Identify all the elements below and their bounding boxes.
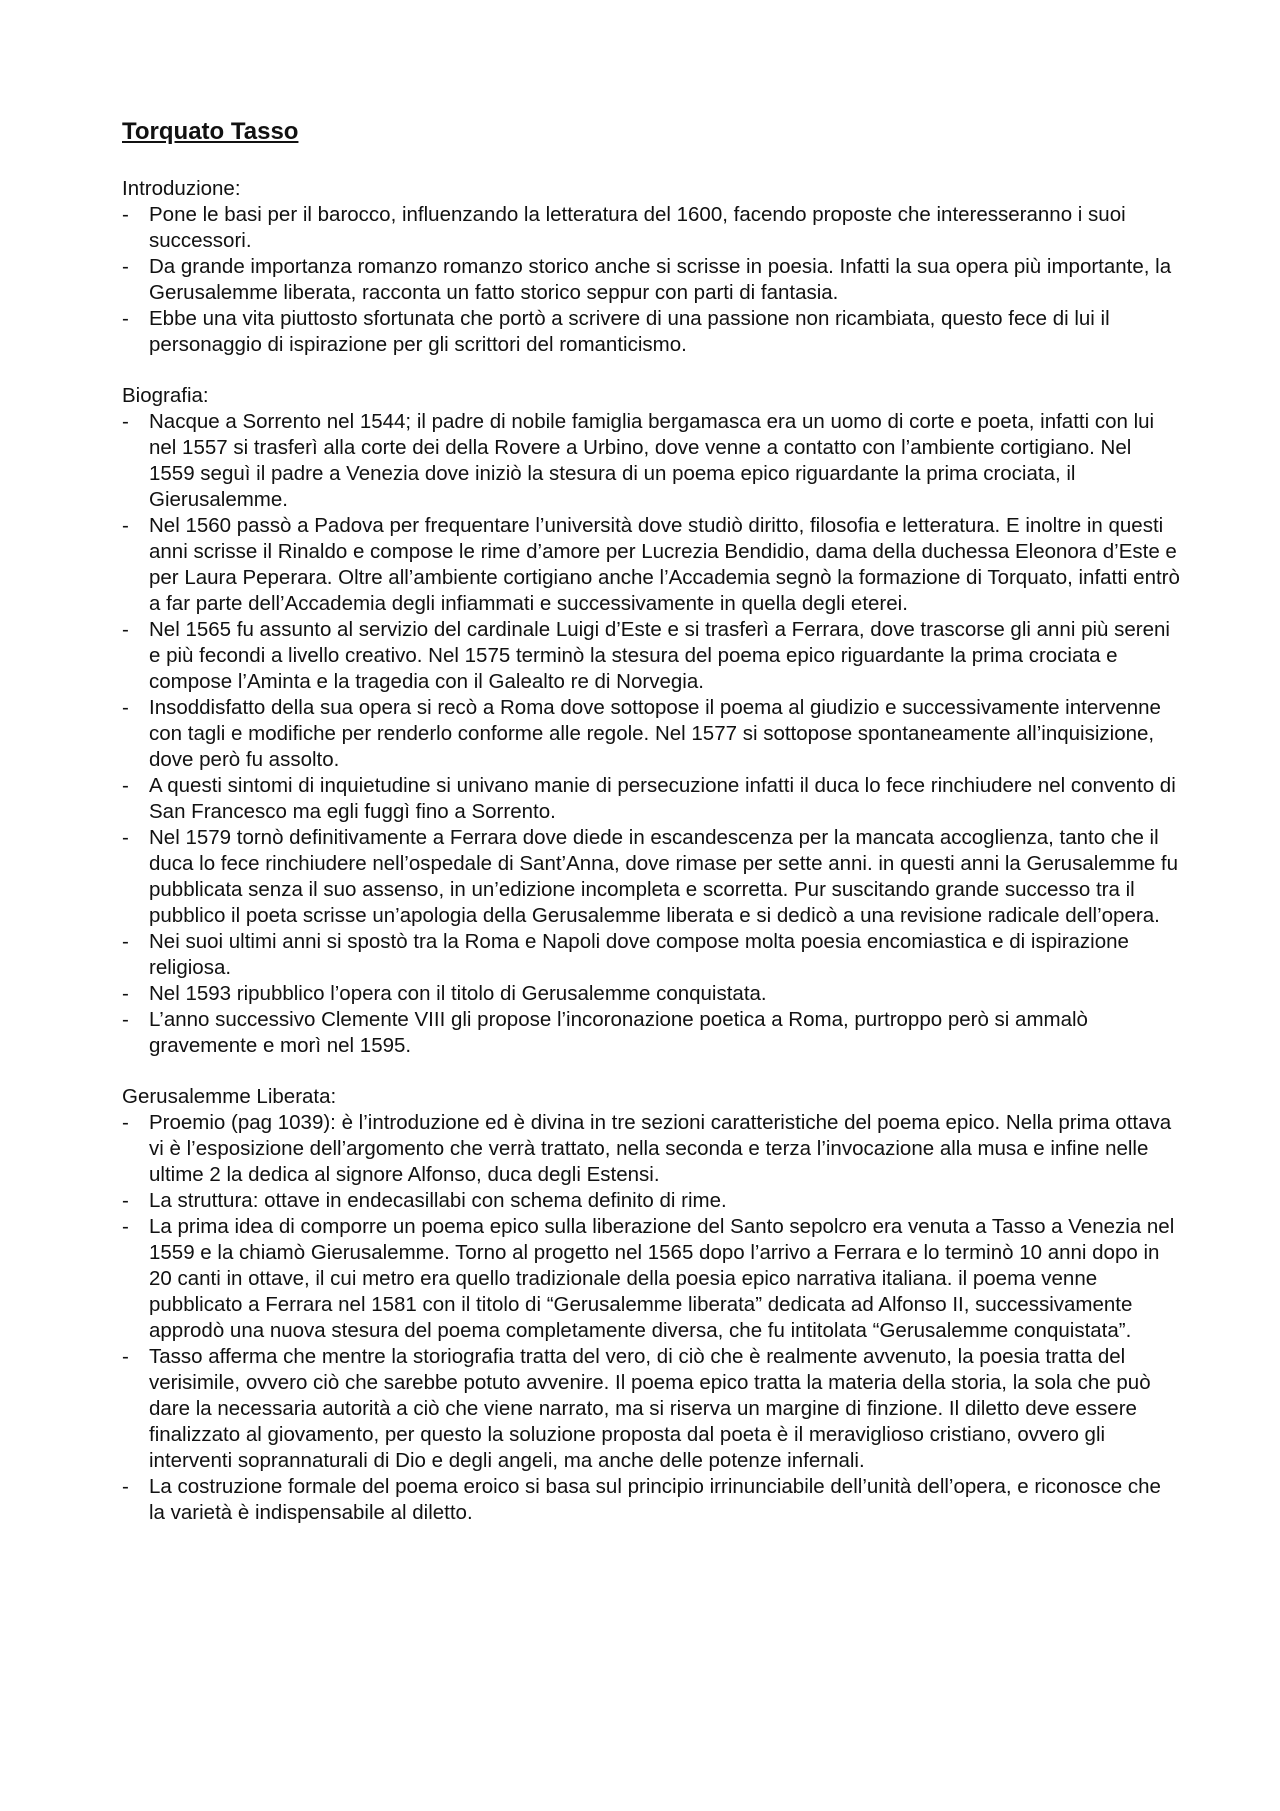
bullet-list: [122, 202, 1182, 358]
list-item: [122, 1474, 1182, 1526]
list-item-text: Nel 1579 tornò definitivamente a Ferrara dove diede in escandescenza per la mancata accoglienza, tanto che il duca lo fece rinchiudere nell’ospedale di Sant’Anna, dove rimase per sette anni. in questi anni la Gerusalemme fu pubblicata senza il suo assenso, in un’edizione incompleta e scorretta. Pur suscitando grande successo tra il pubblico il poeta scrisse un’apologia della Gerusalemme liberata e si dedicò a una revisione radicale dell’opera.: [149, 826, 1179, 927]
list-item: [122, 825, 1182, 929]
list-item-text: Nel 1560 passò a Padova per frequentare l’università dove studiò diritto, filosofia e letteratura. E inoltre in questi anni scrisse il Rinaldo e compose le rime d’amore per Lucrezia Bendidio, dama della duchessa Eleonora d’Este e per Laura Peperara. Oltre all’ambiente cortigiano anche l’Accademia segnò la formazione di Torquato, infatti entrò a far parte dell’Accademia degli infiammati e successivamente in quella degli eterei.: [149, 514, 1180, 615]
list-item-text: Nacque a Sorrento nel 1544; il padre di nobile famiglia bergamasca era un uomo di corte e poeta, infatti con lui nel 1557 si trasferì alla corte dei della Rovere a Urbino, dove venne a contatto con l’ambiente cortigiano. Nel 1559 seguì il padre a Venezia dove iniziò la stesura di un poema epico riguardante la prima crociata, il Gierusalemme.: [149, 410, 1155, 511]
list-item: [122, 1110, 1182, 1188]
list-item-text: La prima idea di comporre un poema epico sulla liberazione del Santo sepolcro era venuta a Tasso a Venezia nel 1559 e la chiamò Gierusalemme. Torno al progetto nel 1565 dopo l’arrivo a Ferrara e lo terminò 10 anni dopo in 20 canti in ottave, il cui metro era quello tradizionale della poesia epico narrativa italiana. il poema venne pubblicato a Ferrara nel 1581 con il titolo di “Gerusalemme liberata” dedicata ad Alfonso II, successivamente approdò una nuova stesura del poema completamente diversa, che fu intitolata “Gerusalemme conquistata”.: [149, 1215, 1175, 1342]
section-heading: Biografia:: [122, 384, 209, 407]
list-item-text: Nei suoi ultimi anni si spostò tra la Roma e Napoli dove compose molta poesia encomiastica e di ispirazione religiosa.: [149, 930, 1129, 979]
dash-bullet: -: [122, 1215, 129, 1238]
section-heading: Introduzione:: [122, 177, 241, 200]
dash-bullet: -: [122, 255, 129, 278]
list-item: [122, 254, 1182, 306]
dash-bullet: -: [122, 1008, 129, 1031]
dash-bullet: -: [122, 410, 129, 433]
dash-bullet: -: [122, 930, 129, 953]
list-item: [122, 981, 1182, 1007]
dash-bullet: -: [122, 696, 129, 719]
list-item-text: Tasso afferma che mentre la storiografia tratta del vero, di ciò che è realmente avvenuto, la poesia tratta del verisimile, ovvero ciò che sarebbe potuto avvenire. Il poema epico tratta la materia della storia, la sola che può dare la necessaria autorità a ciò che viene narrato, ma si riserva un margine di finzione. Il diletto deve essere finalizzato al giovamento, per questo la soluzione proposta dal poeta è il meraviglioso cristiano, ovvero gli interventi soprannaturali di Dio e degli angeli, ma anche delle potenze infernali.: [149, 1345, 1151, 1472]
bullet-list: [122, 409, 1182, 1059]
list-item-text: Nel 1593 ripubblico l’opera con il titolo di Gerusalemme conquistata.: [149, 982, 767, 1005]
list-item-text: A questi sintomi di inquietudine si univano manie di persecuzione infatti il duca lo fece rinchiudere nel convento di San Francesco ma egli fuggì fino a Sorrento.: [149, 774, 1176, 823]
document-page: [122, 118, 1182, 1551]
list-item: [122, 202, 1182, 254]
dash-bullet: -: [122, 618, 129, 641]
sections-container: [122, 176, 1182, 1526]
dash-bullet: -: [122, 774, 129, 797]
dash-bullet: -: [122, 1111, 129, 1134]
dash-bullet: -: [122, 826, 129, 849]
list-item-text: Nel 1565 fu assunto al servizio del cardinale Luigi d’Este e si trasferì a Ferrara, dove trascorse gli anni più sereni e più fecondi a livello creativo. Nel 1575 terminò la stesura del poema epico riguardante la prima crociata e compose l’Aminta e la tragedia con il Galealto re di Norvegia.: [149, 618, 1170, 693]
list-item: [122, 773, 1182, 825]
list-item: [122, 513, 1182, 617]
section: [122, 176, 1182, 358]
list-item: [122, 1344, 1182, 1474]
section: [122, 1084, 1182, 1526]
section-heading: Gerusalemme Liberata:: [122, 1085, 337, 1108]
list-item-text: La costruzione formale del poema eroico si basa sul principio irrinunciabile dell’unità dell’opera, e riconosce che la varietà è indispensabile al diletto.: [149, 1475, 1161, 1524]
list-item-text: Ebbe una vita piuttosto sfortunata che portò a scrivere di una passione non ricambiata, questo fece di lui il personaggio di ispirazione per gli scrittori del romanticismo.: [149, 307, 1110, 356]
list-item: [122, 1188, 1182, 1214]
list-item: [122, 1007, 1182, 1059]
dash-bullet: -: [122, 1345, 129, 1368]
dash-bullet: -: [122, 203, 129, 226]
document-title: Torquato Tasso: [122, 118, 299, 145]
list-item: [122, 409, 1182, 513]
list-item: [122, 306, 1182, 358]
list-item-text: La struttura: ottave in endecasillabi con schema definito di rime.: [149, 1189, 727, 1212]
dash-bullet: -: [122, 1475, 129, 1498]
dash-bullet: -: [122, 307, 129, 330]
list-item-text: Pone le basi per il barocco, influenzando la letteratura del 1600, facendo proposte che interesseranno i suoi successori.: [149, 203, 1126, 252]
list-item: [122, 929, 1182, 981]
section: [122, 383, 1182, 1059]
list-item-text: Proemio (pag 1039): è l’introduzione ed è divina in tre sezioni caratteristiche del poema epico. Nella prima ottava vi è l’esposizione dell’argomento che verrà trattato, nella seconda e terza l’invocazione alla musa e infine nelle ultime 2 la dedica al signore Alfonso, duca degli Estensi.: [149, 1111, 1172, 1186]
list-item-text: Da grande importanza romanzo romanzo storico anche si scrisse in poesia. Infatti la sua opera più importante, la Gerusalemme liberata, racconta un fatto storico seppur con parti di fantasia.: [149, 255, 1172, 304]
dash-bullet: -: [122, 514, 129, 537]
dash-bullet: -: [122, 982, 129, 1005]
list-item: [122, 695, 1182, 773]
list-item-text: Insoddisfatto della sua opera si recò a Roma dove sottopose il poema al giudizio e successivamente intervenne con tagli e modifiche per renderlo conforme alle regole. Nel 1577 si sottopose spontaneamente all’inquisizione, dove però fu assolto.: [149, 696, 1161, 771]
dash-bullet: -: [122, 1189, 129, 1212]
list-item: [122, 1214, 1182, 1344]
list-item: [122, 617, 1182, 695]
bullet-list: [122, 1110, 1182, 1526]
list-item-text: L’anno successivo Clemente VIII gli propose l’incoronazione poetica a Roma, purtroppo però si ammalò gravemente e morì nel 1595.: [149, 1008, 1088, 1057]
